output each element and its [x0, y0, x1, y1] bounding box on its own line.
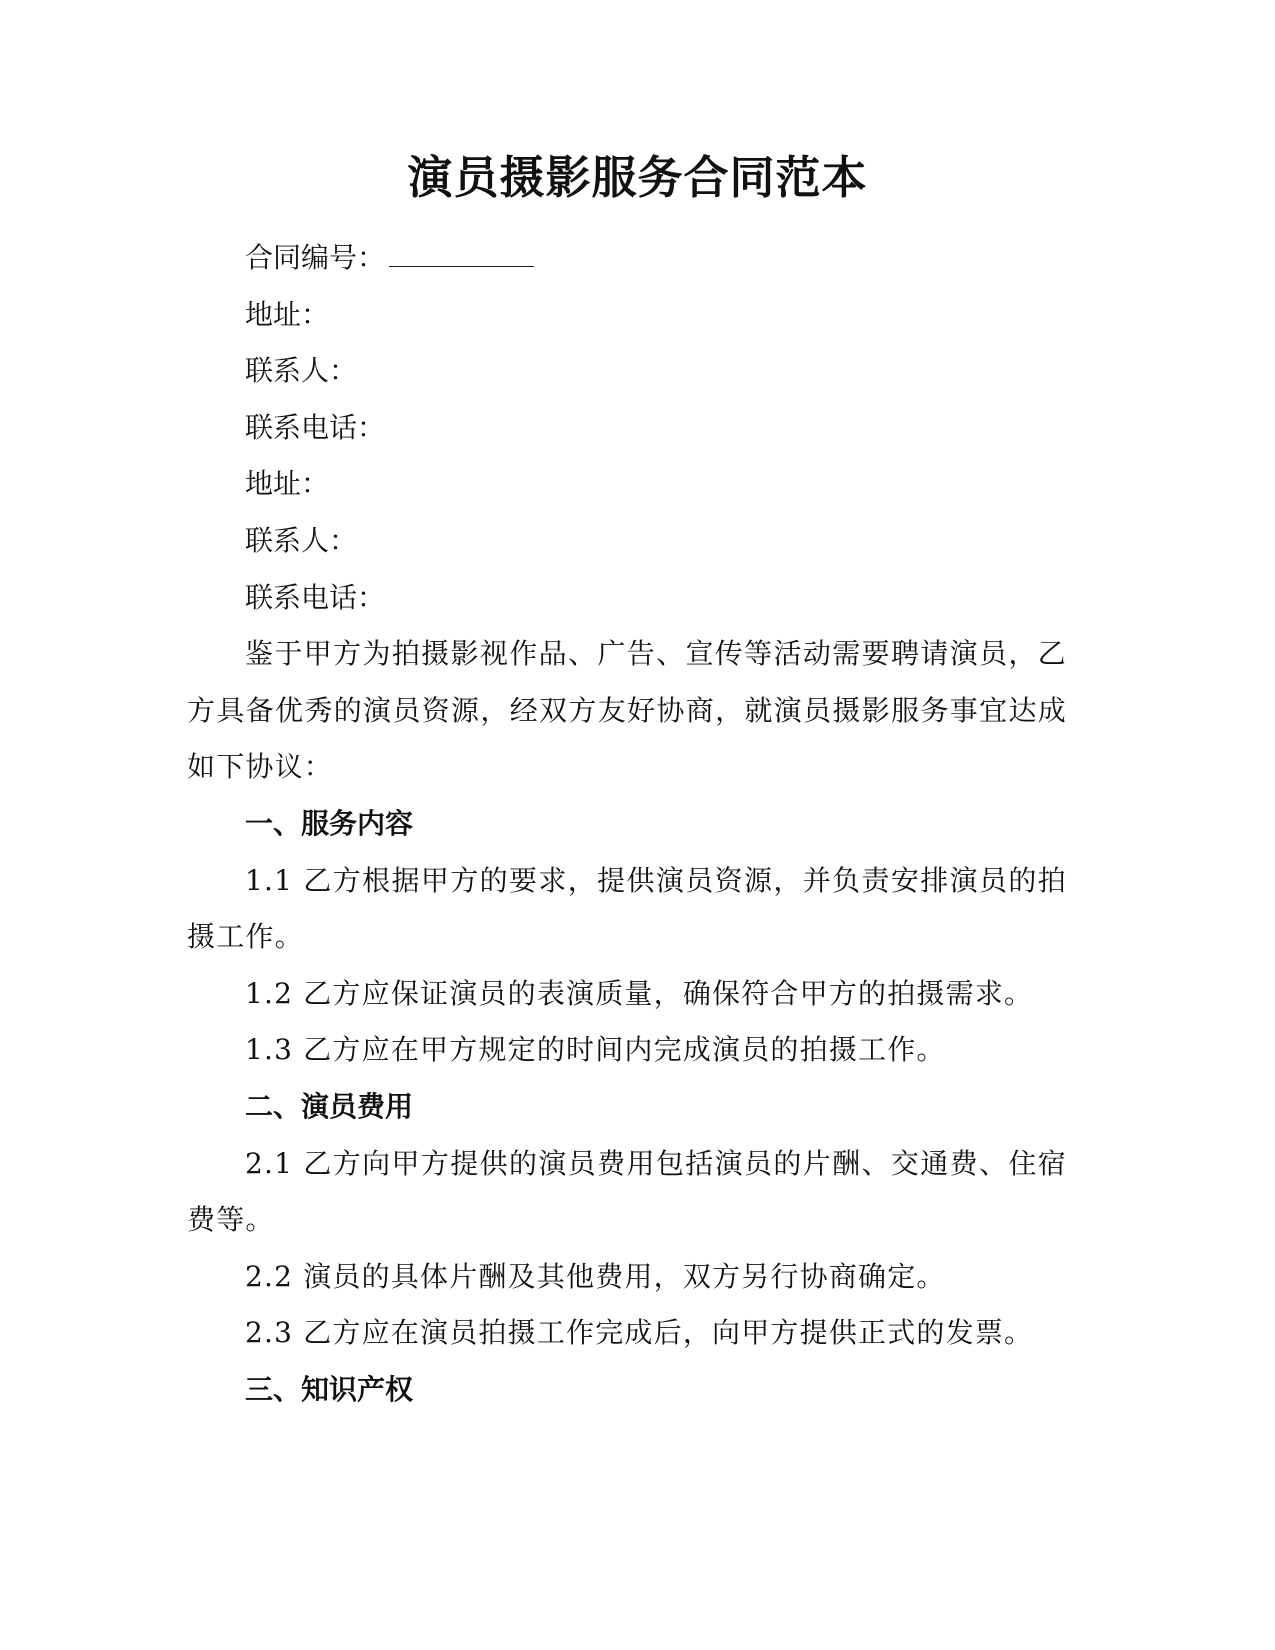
contract-number-field	[187, 230, 1067, 287]
clause-1-1: 1.1 乙方根据甲方的要求，提供演员资源，并负责安排演员的拍摄工作。	[187, 863, 1067, 954]
document-title: 演员摄影服务合同范本	[407, 151, 868, 204]
clause-2-2: 2.2 演员的具体片酬及其他费用，双方另行协商确定。	[245, 1259, 946, 1293]
clause-1-3: 1.3 乙方应在甲方规定的时间内完成演员的拍摄工作。	[245, 1033, 946, 1067]
party-b-contact-field: 联系人：	[245, 523, 358, 557]
party-b-address-field: 地址：	[245, 467, 330, 501]
contract-number-blank[interactable]	[389, 244, 534, 267]
document-body	[187, 230, 1067, 1418]
section-heading-ip: 三、知识产权	[245, 1372, 414, 1406]
clause-1-2: 1.2 乙方应保证演员的表演质量，确保符合甲方的拍摄需求。	[245, 976, 1034, 1010]
preamble-paragraph: 鉴于甲方为拍摄影视作品、广告、宣传等活动需要聘请演员，乙方具备优秀的演员资源，经双方友好协商，就演员摄影服务事宜达成如下协议：	[187, 637, 1067, 784]
section-heading-service: 一、服务内容	[245, 806, 414, 840]
party-a-contact-field: 联系人：	[245, 354, 358, 388]
section-heading-fees: 二、演员费用	[245, 1089, 414, 1123]
party-a-phone-field: 联系电话：	[245, 410, 386, 444]
party-b-phone-field: 联系电话：	[245, 580, 386, 614]
party-a-address-field: 地址：	[245, 297, 330, 331]
contract-number-label: 合同编号：	[245, 241, 386, 274]
clause-2-1: 2.1 乙方向甲方提供的演员费用包括演员的片酬、交通费、住宿费等。	[187, 1146, 1067, 1237]
clause-2-3: 2.3 乙方应在演员拍摄工作完成后，向甲方提供正式的发票。	[245, 1316, 1034, 1350]
